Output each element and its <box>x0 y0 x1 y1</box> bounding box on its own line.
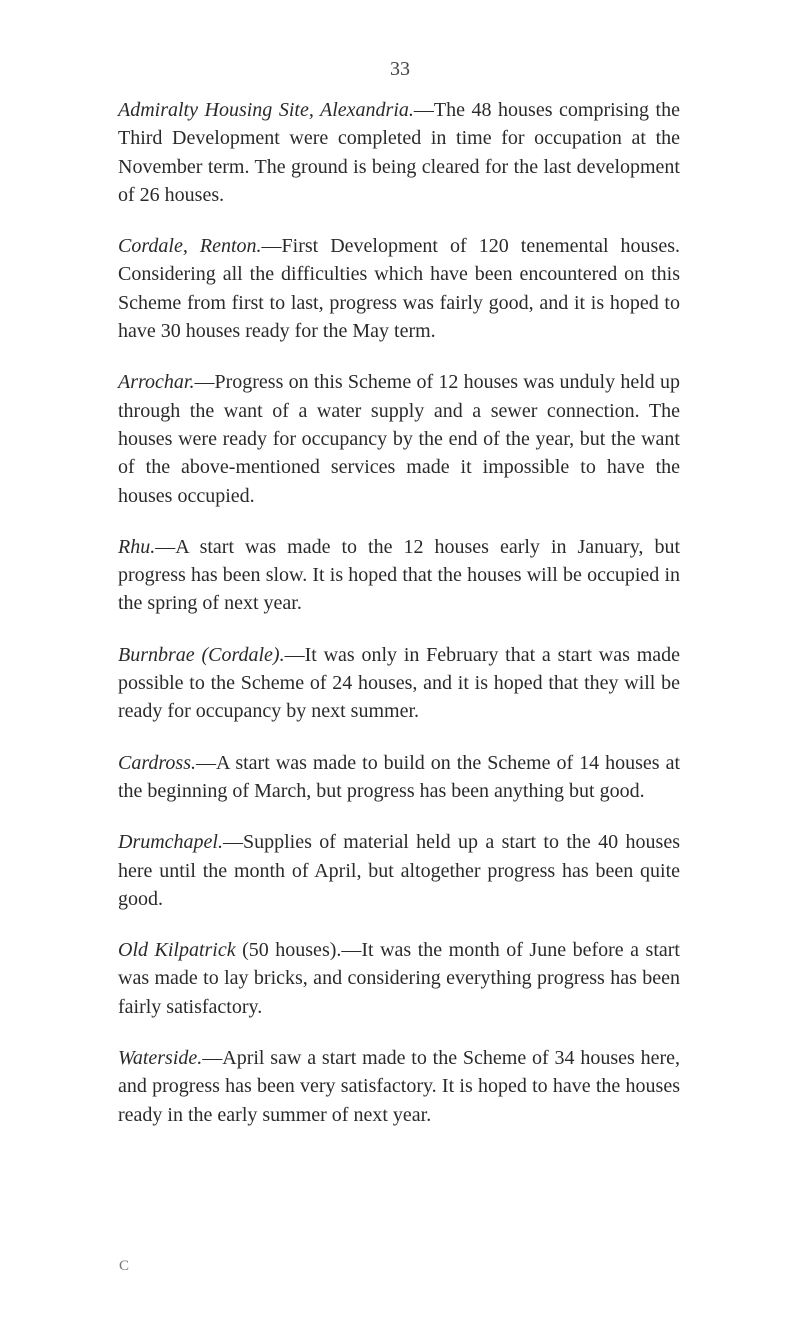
paragraph-cardross <box>118 749 680 806</box>
signature-mark: C <box>119 1258 130 1274</box>
paragraph-text: —A start was made to the 12 houses early in January, but progress has been slow. It is hoped that the houses will be occupied in the spring of next year. <box>118 535 680 615</box>
paragraph-text: —April saw a start made to the Scheme of 34 houses here, and progress has been very satisfactory. It is hoped to have the houses ready in the early summer of next year. <box>118 1047 680 1126</box>
paragraph-heading: Waterside. <box>118 1047 203 1070</box>
paragraph-heading: Cardross. <box>118 751 196 774</box>
paragraph-text: —Supplies of material held up a start to the 40 houses here until the month of April, but altogether progress has been quite good. <box>118 831 680 910</box>
paragraph-heading: Rhu. <box>118 535 156 558</box>
paragraph-heading: Admiralty Housing Site, Alexandria. <box>118 99 414 121</box>
paragraph-heading: Cordale, Renton. <box>118 235 262 258</box>
paragraph-heading: Burnbrae (Cordale). <box>118 643 285 666</box>
paragraph-text: —Progress on this Scheme of 12 houses was unduly held up through the want of a water supply and a sewer connection. The houses were ready for occupancy by the end of the year, but the want of the above-mentioned services made it impossible to have the houses occupied. <box>118 371 680 507</box>
paragraph-text: —A start was made to build on the Scheme of 14 houses at the beginning of March, but progress has been anything but good. <box>118 751 680 802</box>
paragraph-cordale <box>118 232 680 345</box>
body-text <box>118 96 680 1152</box>
paragraph-heading: Arrochar. <box>118 371 195 394</box>
paragraph-rhu <box>118 533 680 618</box>
page-number: 33 <box>390 58 410 80</box>
paragraph-old-kilpatrick <box>118 936 680 1021</box>
paragraph-heading: Drumchapel. <box>118 831 223 854</box>
paragraph-burnbrae <box>118 641 680 726</box>
paragraph-drumchapel <box>118 828 680 913</box>
paragraph-text: (50 houses).—It was the month of June before a start was made to lay bricks, and considering everything progress has been fairly satisfactory. <box>118 939 680 1018</box>
paragraph-waterside <box>118 1044 680 1129</box>
paragraph-text: —It was only in February that a start was made possible to the Scheme of 24 houses, and it is hoped that they will be ready for occupancy by next summer. <box>118 643 680 723</box>
paragraph-heading: Old Kilpatrick <box>118 939 236 962</box>
paragraph-text: —First Development of 120 tenemental houses. Considering all the difficulties which have been encountered on this Scheme from first to last, progress was fairly good, and it is hoped to have 30 houses ready for the May term. <box>118 235 680 343</box>
paragraph-admiralty <box>118 96 680 209</box>
paragraph-text: —The 48 houses comprising the Third Development were completed in time for occupation at the November term. The ground is being cleared for the last development of 26 houses. <box>118 99 680 206</box>
paragraph-arrochar <box>118 368 680 509</box>
